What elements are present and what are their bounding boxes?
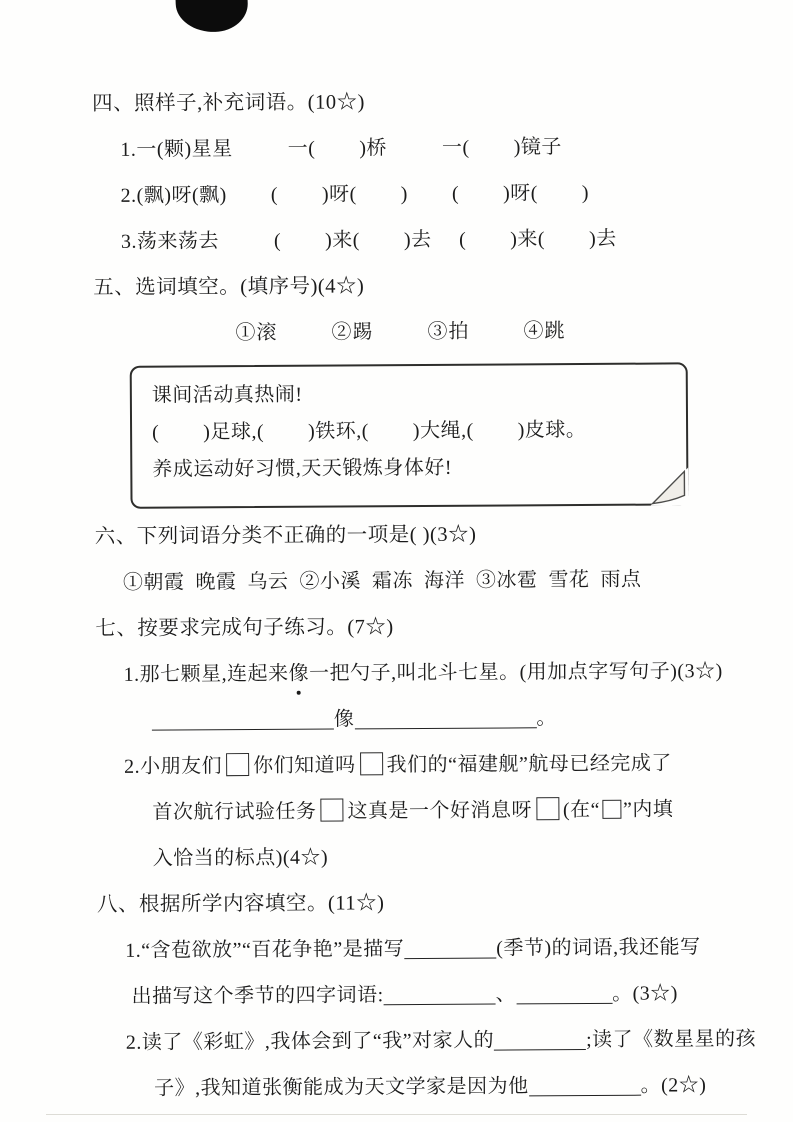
scan-artifact-blob xyxy=(175,0,248,33)
note-line-1: 课间活动真热闹! xyxy=(151,383,303,407)
s5-word-options: ①滚 ②踢 ③拍 ④跳 xyxy=(235,320,566,345)
s7-q2-text: 这真是一个好消息呀 xyxy=(347,799,532,823)
s7-q1-sentence xyxy=(123,657,755,690)
note-line-3: 养成运动好习惯,天天锻炼身体好! xyxy=(152,456,453,481)
answer-blank xyxy=(152,709,334,731)
answer-blank xyxy=(529,1075,641,1097)
s7-q2-text: (在“ xyxy=(562,798,601,822)
section-4-title: 四、照样子,补充词语。(10☆) xyxy=(92,91,365,115)
s8-q1-line-1 xyxy=(125,933,757,966)
s8-q1-text: 1.“含苞欲放”“百花争艳”是描写 xyxy=(125,938,405,962)
section-5-title: 五、选词填空。(填序号)(4☆) xyxy=(93,275,365,299)
answer-blank xyxy=(516,983,612,1005)
s7-q2-line-1 xyxy=(124,749,756,782)
s6-word-groups: ①朝霞 晚霞 乌云 ②小溪 霜冻 海洋 ③冰雹 雪花 雨点 xyxy=(122,568,642,594)
s8-q2-line-2 xyxy=(154,1071,758,1104)
answer-blank xyxy=(384,984,496,1006)
s7-q2-line-3: 入恰当的标点)(4☆) xyxy=(152,846,329,870)
s7-q2-text: 首次航行试验任务 xyxy=(152,800,317,824)
s7-q2-line-2 xyxy=(152,795,756,828)
s8-q1-text: (季节)的词语,我还能写 xyxy=(496,936,701,960)
punctuation-box xyxy=(360,752,383,775)
s4-item-3: 3.荡来荡去 ( )来( )去 ( )来( )去 xyxy=(120,227,617,253)
s7-q2-text: 2.小朋友们 xyxy=(124,755,223,778)
punctuation-box-small xyxy=(602,800,621,819)
s8-q1-text: 、 xyxy=(495,983,517,1006)
s8-q2-text: 。(2☆) xyxy=(640,1074,707,1097)
s8-q1-text: 。(3☆) xyxy=(612,982,678,1005)
s7-q1-text-post: 一把勺子,叫北斗七星。(用加点字写句子)(3☆) xyxy=(309,660,723,685)
s7-q2-text: 我们的“福建舰”航母已经完成了 xyxy=(386,752,672,777)
punctuation-box xyxy=(226,753,249,776)
s7-q1-dotted-char: 像 xyxy=(288,660,309,689)
s7-q1-answer-line xyxy=(152,703,756,736)
s7-q1-period: 。 xyxy=(536,707,557,730)
s7-q1-mid-char: 像 xyxy=(333,708,355,731)
s7-q1-text-pre: 1.那七颗星,连起来 xyxy=(123,662,289,686)
s8-q2-text: 子》,我知道张衡能成为天文学家是因为他 xyxy=(154,1075,529,1100)
section-6-title: 六、下列词语分类不正确的一项是( )(3☆) xyxy=(94,523,477,548)
s4-item-1: 1.一(颗)星星 一( )桥 一( )镜子 xyxy=(120,136,562,161)
punctuation-box xyxy=(536,797,559,820)
s4-item-2: 2.(飘)呀(飘) ( )呀( ) ( )呀( ) xyxy=(120,181,590,207)
answer-blank xyxy=(354,707,536,729)
note-line-2: ( )足球,( )铁环,( )大绳,( )皮球。 xyxy=(152,418,587,444)
s8-q1-text: 出描写这个季节的四字词语: xyxy=(131,984,384,1008)
s8-q2-line-1 xyxy=(126,1025,758,1058)
section-8-title: 八、根据所学内容填空。(11☆) xyxy=(96,892,385,916)
punctuation-box xyxy=(320,798,343,821)
answer-blank xyxy=(494,1029,586,1051)
answer-blank xyxy=(404,938,496,960)
folded-corner-icon xyxy=(650,467,688,505)
s8-q2-text: 2.读了《彩虹》,我体会到了“我”对家人的 xyxy=(125,1029,495,1054)
paper-content xyxy=(92,86,758,1121)
exercise-note-box xyxy=(130,362,689,508)
s8-q2-text: ;读了《数星星的孩 xyxy=(586,1027,757,1051)
s7-q2-text: ”内填 xyxy=(622,798,674,821)
s7-q2-text: 你们知道吗 xyxy=(253,754,356,778)
section-7-title: 七、按要求完成句子练习。(7☆) xyxy=(95,616,394,640)
s8-q1-line-2 xyxy=(131,979,757,1012)
